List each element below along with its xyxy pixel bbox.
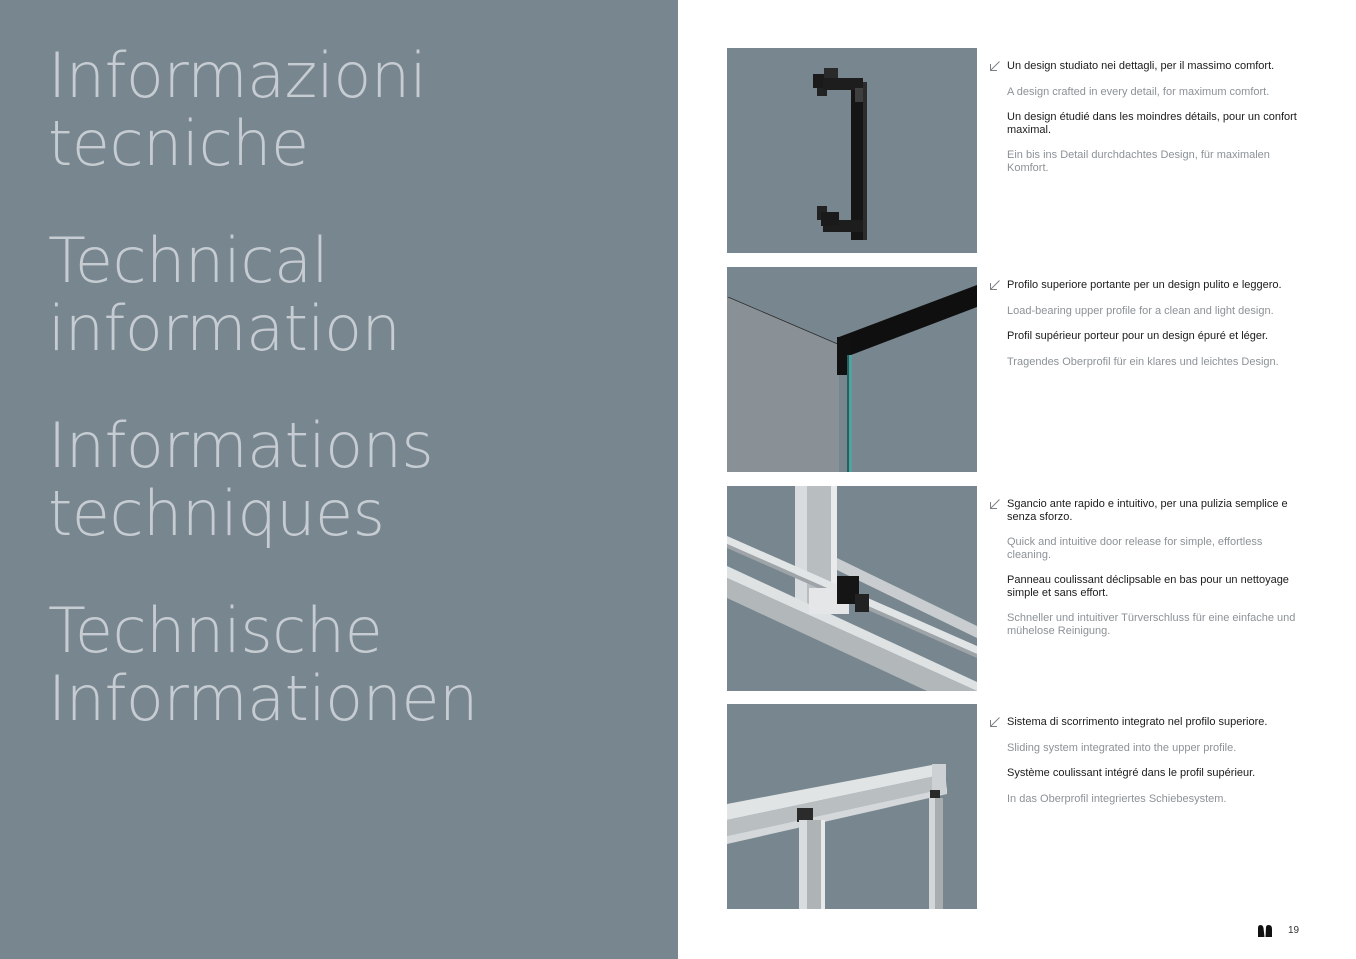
feature-text-en: Load-bearing upper profile for a clean and light design. [1007,304,1274,317]
arrow-down-left-icon [989,279,1001,291]
feature-text-en: Quick and intuitive door release for simple, effortless cleaning. [1007,536,1263,561]
feature-text-en: Sliding system integrated into the upper profile. [1007,741,1237,754]
feature-text-en: A design crafted in every detail, for maximum comfort. [1007,85,1270,98]
feature-block-release [989,498,1309,650]
sliding-system-photo [727,704,977,909]
feature-text-fr: Profil supérieur porteur pour un design épuré et léger. [1007,330,1269,342]
feature-block-sliding [989,716,1309,818]
door-handle-photo [727,48,977,253]
heading-line: Informationen [48,662,478,735]
feature-text-de: In das Oberprofil integriertes Schiebesystem. [1007,792,1227,805]
feature-text-de: Tragendes Oberprofil für ein klares und leichtes Design. [1007,355,1279,368]
feature-block-profile [989,279,1309,381]
heading-line: Informations [48,409,434,482]
brand-logo-icon [1257,924,1273,938]
heading-english [48,224,401,365]
page-number: 19 [1288,925,1300,936]
feature-text-it: Sistema di scorrimento integrato nel profilo superiore. [1007,716,1268,728]
arrow-down-left-icon [989,60,1001,72]
heading-line: tecniche [48,107,309,180]
feature-text-it: Profilo superiore portante per un design pulito e leggero. [1007,279,1282,291]
feature-text-de: Ein bis ins Detail durchdachtes Design, für maximalen Komfort. [1007,149,1270,174]
heading-line: Technical [48,224,329,297]
heading-italian [48,39,427,180]
heading-french [48,409,434,550]
feature-text-it: Sgancio ante rapido e intuitivo, per una pulizia semplice e senza sforzo. [1007,498,1288,523]
feature-text-fr: Panneau coulissant déclipsable en bas pour un nettoyage simple et sans effort. [1007,574,1289,599]
heading-line: Informazioni [48,39,427,112]
heading-german [48,594,478,735]
heading-line: techniques [48,477,385,550]
heading-line: information [48,292,401,365]
arrow-down-left-icon [989,498,1001,510]
upper-profile-photo [727,267,977,472]
feature-text-de: Schneller und intuitiver Türverschluss für eine einfache und mühelose Reinigung. [1007,612,1296,637]
door-release-photo [727,486,977,691]
feature-block-design [989,60,1309,187]
arrow-down-left-icon [989,716,1001,728]
feature-text-fr: Système coulissant intégré dans le profil supérieur. [1007,767,1256,779]
heading-line: Technische [48,594,383,667]
feature-text-fr: Un design étudié dans les moindres détails, pour un confort maximal. [1007,111,1297,136]
feature-text-it: Un design studiato nei dettagli, per il massimo comfort. [1007,60,1275,72]
